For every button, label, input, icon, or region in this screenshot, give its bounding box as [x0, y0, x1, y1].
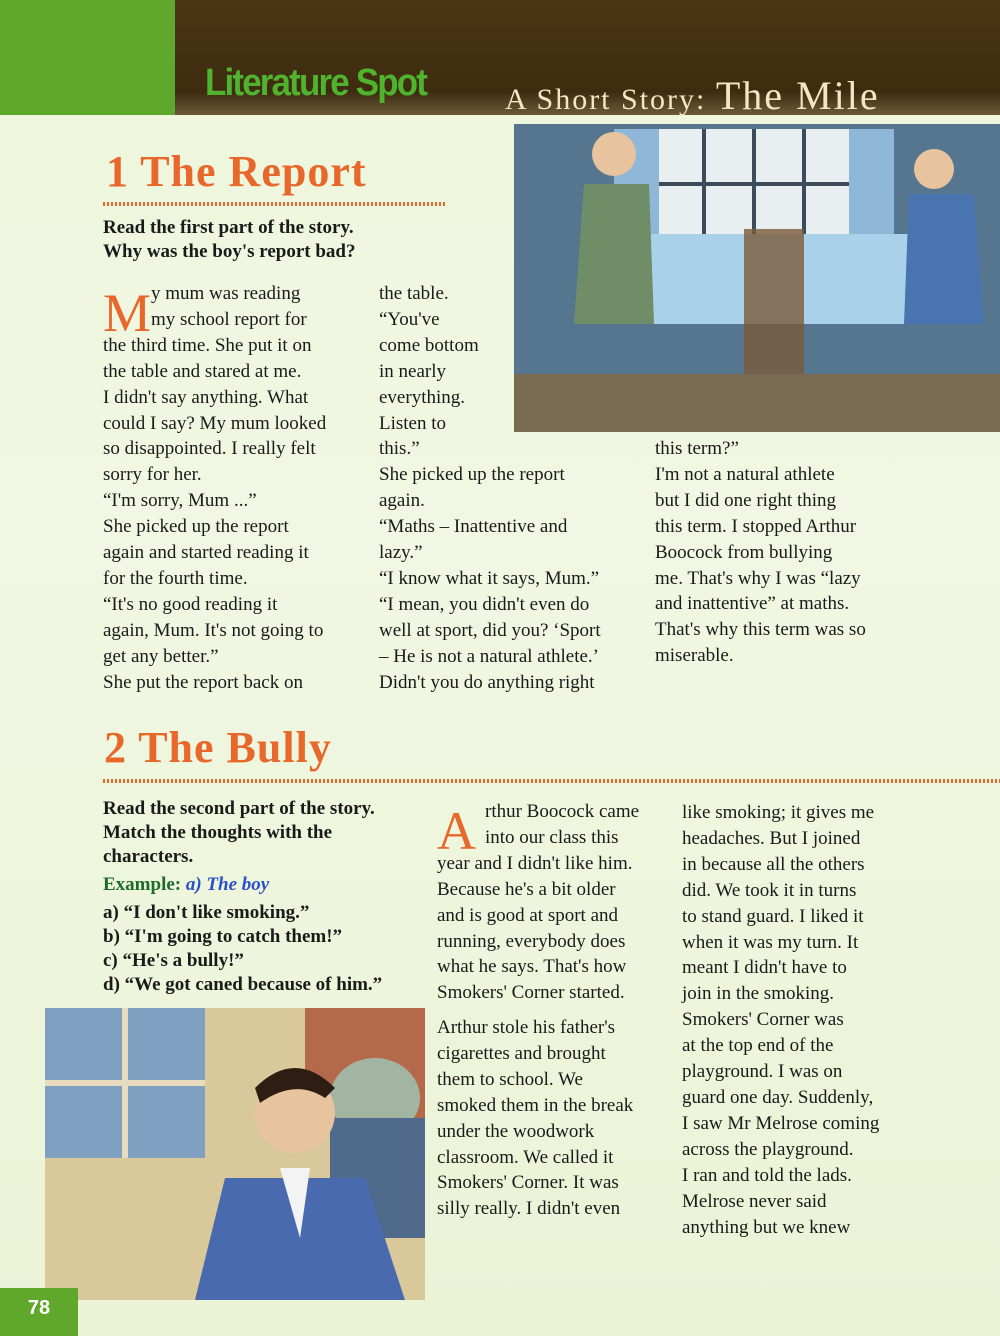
- story-line: guard one day. Suddenly,: [682, 1086, 874, 1108]
- story-line: well at sport, did you? ‘Sport: [379, 619, 601, 641]
- story-line: this term?”: [655, 438, 739, 459]
- story-line: miserable.: [655, 645, 734, 667]
- story-line: the table.: [379, 283, 449, 304]
- story-line: could I say? My mum looked: [103, 412, 327, 434]
- story-line: again and started reading it: [103, 542, 309, 564]
- story-line: what he says. That's how: [437, 956, 627, 978]
- story-line: “It's no good reading it: [103, 593, 278, 615]
- header-green-block: [0, 0, 175, 115]
- story-line: again.: [379, 490, 425, 512]
- story-column-5: [682, 800, 879, 1240]
- boy-watching-image: [45, 1008, 425, 1300]
- story-line: again, Mum. It's not going to: [103, 619, 324, 641]
- story-line: into our class this: [485, 826, 619, 848]
- story-line: like smoking; it gives me: [682, 802, 875, 823]
- story-line: for the fourth time.: [103, 567, 248, 589]
- section-2-instructions: [103, 797, 382, 997]
- story-line: across the playground.: [682, 1138, 854, 1160]
- section-2-divider: [103, 779, 1000, 783]
- story-line: “I know what it says, Mum.”: [379, 567, 600, 589]
- example-line: [103, 873, 382, 897]
- story-line: Melrose never said: [682, 1190, 827, 1212]
- story-line: I'm not a natural athlete: [655, 463, 835, 485]
- story-line: Smokers' Corner. It was: [437, 1172, 619, 1194]
- story-line: this term. I stopped Arthur: [655, 515, 857, 537]
- story-line: at the top end of the: [682, 1035, 834, 1057]
- story-line: come bottom: [379, 334, 479, 356]
- drop-cap: M: [103, 283, 152, 343]
- thought-item: b) “I'm going to catch them!”: [103, 926, 343, 947]
- story-subtitle: A Short Story:: [505, 83, 707, 116]
- instruction-line: Read the second part of the story.: [103, 798, 375, 819]
- story-line: playground. I was on: [682, 1061, 843, 1083]
- story-line: Because he's a bit older: [437, 878, 616, 900]
- story-line: so disappointed. I really felt: [103, 438, 316, 460]
- story-line: my school report for: [151, 308, 307, 330]
- story-line: get any better.”: [103, 645, 219, 667]
- story-line: year and I didn't like him.: [437, 852, 633, 874]
- instruction-line: characters.: [103, 846, 194, 867]
- story-line: silly really. I didn't even: [437, 1198, 621, 1220]
- story-line: but I did one right thing: [655, 489, 837, 511]
- story-line: everything.: [379, 386, 466, 408]
- example-label: Example:: [103, 874, 182, 895]
- story-line: Smokers' Corner was: [682, 1009, 844, 1031]
- story-line: and is good at sport and: [437, 904, 619, 926]
- instruction-line: Read the first part of the story.: [103, 217, 354, 238]
- instruction-line: Why was the boy's report bad?: [103, 241, 356, 262]
- example-answer: a) The boy: [185, 874, 270, 895]
- story-line: y mum was reading: [151, 283, 301, 304]
- story-line: lazy.”: [379, 542, 423, 564]
- story-line: to stand guard. I liked it: [682, 905, 864, 927]
- story-column-4b: [437, 1015, 633, 1222]
- story-column-4: [437, 799, 639, 1006]
- story-heading: [505, 72, 880, 119]
- story-line: “I mean, you didn't even do: [379, 593, 590, 615]
- story-line: sorry for her.: [103, 464, 202, 486]
- story-line: I didn't say anything. What: [103, 386, 309, 408]
- thought-item: d) “We got caned because of him.”: [103, 974, 383, 995]
- story-line: under the woodwork: [437, 1120, 595, 1142]
- story-line: them to school. We: [437, 1068, 583, 1090]
- story-line: “You've: [379, 308, 440, 330]
- story-column-2: [379, 281, 601, 696]
- story-line: Listen to: [379, 412, 447, 434]
- story-line: anything but we knew: [682, 1216, 851, 1238]
- section-1-divider: [103, 202, 446, 206]
- story-line: She picked up the report: [103, 516, 289, 538]
- story-line: me. That's why I was “lazy: [655, 567, 861, 589]
- story-line: in because all the others: [682, 853, 865, 875]
- story-line: did. We took it in turns: [682, 879, 857, 901]
- drop-cap: A: [437, 801, 476, 861]
- story-line: “Maths – Inattentive and: [379, 516, 568, 538]
- story-line: headaches. But I joined: [682, 827, 861, 849]
- story-line: in nearly: [379, 360, 447, 382]
- story-line: classroom. We called it: [437, 1146, 614, 1168]
- story-column-1: [103, 281, 326, 696]
- thought-item: c) “He's a bully!”: [103, 950, 244, 971]
- story-line: rthur Boocock came: [485, 801, 640, 822]
- story-line: I ran and told the lads.: [682, 1164, 852, 1186]
- story-line: the table and stared at me.: [103, 360, 302, 382]
- story-line: Didn't you do anything right: [379, 671, 595, 693]
- section-2-heading: 2 The Bully: [104, 723, 332, 772]
- story-line: – He is not a natural athlete.’: [379, 645, 600, 667]
- story-line: Smokers' Corner started.: [437, 982, 625, 1004]
- story-line: Boocock from bullying: [655, 541, 833, 563]
- page-number: 78: [0, 1288, 78, 1336]
- story-line: cigarettes and brought: [437, 1042, 606, 1064]
- series-title: Literature Spot: [205, 62, 427, 104]
- instruction-line: Match the thoughts with the: [103, 822, 333, 843]
- story-line: “I'm sorry, Mum ...”: [103, 490, 257, 512]
- story-line: smoked them in the break: [437, 1094, 634, 1116]
- story-line: She picked up the report: [379, 464, 565, 486]
- story-line: I saw Mr Melrose coming: [682, 1112, 880, 1134]
- story-line: running, everybody does: [437, 930, 626, 952]
- story-line: Arthur stole his father's: [437, 1017, 616, 1038]
- playground-illustration: [45, 1008, 425, 1300]
- story-line: when it was my turn. It: [682, 931, 859, 953]
- story-line: meant I didn't have to: [682, 957, 847, 979]
- section-1-instructions: [103, 216, 355, 264]
- story-column-3: [655, 436, 866, 669]
- story-line: this.”: [379, 438, 420, 460]
- section-1-heading: 1 The Report: [106, 147, 367, 196]
- story-line: She put the report back on: [103, 671, 303, 693]
- story-line: That's why this term was so: [655, 619, 866, 641]
- story-line: join in the smoking.: [682, 983, 834, 1005]
- story-line: the third time. She put it on: [103, 334, 312, 356]
- story-title: The Mile: [715, 73, 880, 118]
- story-line: and inattentive” at maths.: [655, 593, 850, 615]
- thought-item: a) “I don't like smoking.”: [103, 902, 310, 923]
